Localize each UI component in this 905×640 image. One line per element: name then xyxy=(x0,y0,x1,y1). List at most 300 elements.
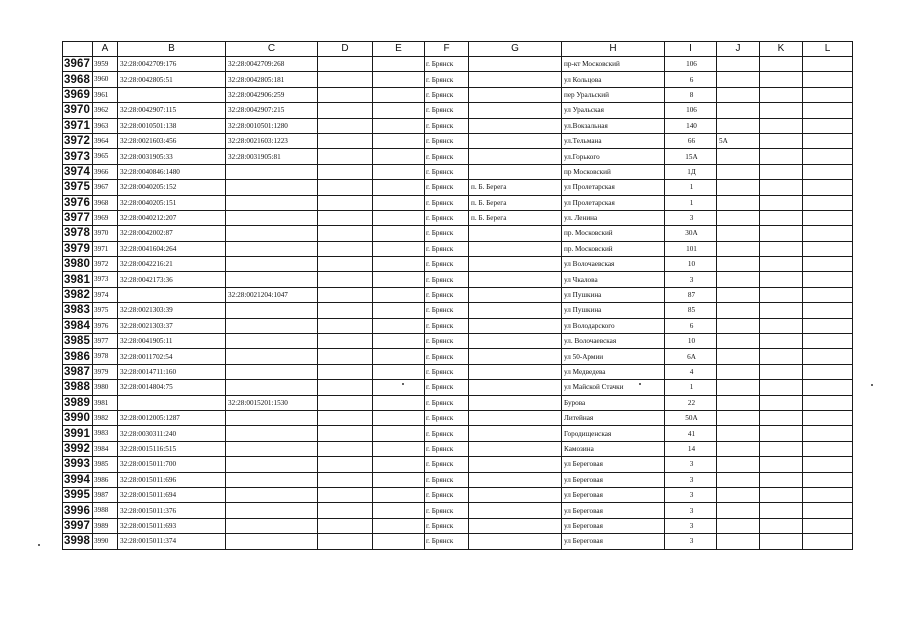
cell-k[interactable] xyxy=(760,149,803,164)
row-header[interactable]: 3968 xyxy=(63,72,93,87)
cell-g[interactable] xyxy=(469,287,562,302)
cell-b[interactable]: 32:28:0015116:515 xyxy=(118,441,226,456)
cell-h[interactable]: ул. Ленина xyxy=(562,210,665,225)
cell-g[interactable] xyxy=(469,226,562,241)
cell-f[interactable]: г. Брянск xyxy=(425,133,469,148)
cell-l[interactable] xyxy=(803,441,853,456)
cell-b[interactable]: 32:28:0031905:33 xyxy=(118,149,226,164)
cell-i[interactable]: 66 xyxy=(665,133,717,148)
row-header[interactable]: 3969 xyxy=(63,87,93,102)
cell-f[interactable]: г. Брянск xyxy=(425,118,469,133)
cell-a[interactable]: 3971 xyxy=(93,241,118,256)
cell-k[interactable] xyxy=(760,364,803,379)
cell-k[interactable] xyxy=(760,180,803,195)
cell-a[interactable]: 3963 xyxy=(93,118,118,133)
cell-b[interactable]: 32:28:0015011:374 xyxy=(118,534,226,549)
cell-a[interactable]: 3962 xyxy=(93,103,118,118)
cell-g[interactable] xyxy=(469,272,562,287)
cell-e[interactable] xyxy=(373,364,425,379)
cell-i[interactable]: 106 xyxy=(665,57,717,72)
cell-b[interactable]: 32:28:0011702:54 xyxy=(118,349,226,364)
cell-i[interactable]: 3 xyxy=(665,487,717,502)
cell-d[interactable] xyxy=(318,287,373,302)
cell-b[interactable]: 32:28:0012005:1287 xyxy=(118,410,226,425)
cell-j[interactable] xyxy=(717,103,760,118)
cell-h[interactable]: ул Береговая xyxy=(562,518,665,533)
cell-h[interactable]: ул.Горького xyxy=(562,149,665,164)
cell-e[interactable] xyxy=(373,195,425,210)
cell-h[interactable]: ул Медведева xyxy=(562,364,665,379)
cell-g[interactable] xyxy=(469,57,562,72)
cell-e[interactable] xyxy=(373,334,425,349)
cell-i[interactable]: 85 xyxy=(665,303,717,318)
cell-h[interactable]: ул Береговая xyxy=(562,503,665,518)
cell-c[interactable] xyxy=(226,472,318,487)
cell-d[interactable] xyxy=(318,457,373,472)
cell-i[interactable]: 6 xyxy=(665,318,717,333)
cell-i[interactable]: 15А xyxy=(665,149,717,164)
cell-j[interactable] xyxy=(717,241,760,256)
cell-e[interactable] xyxy=(373,133,425,148)
cell-i[interactable]: 6А xyxy=(665,349,717,364)
cell-c[interactable] xyxy=(226,257,318,272)
cell-a[interactable]: 3965 xyxy=(93,149,118,164)
cell-j[interactable] xyxy=(717,57,760,72)
row-header[interactable]: 3983 xyxy=(63,303,93,318)
cell-j[interactable] xyxy=(717,334,760,349)
cell-a[interactable]: 3964 xyxy=(93,133,118,148)
cell-h[interactable]: ул Майской Стачки xyxy=(562,380,665,395)
cell-g[interactable] xyxy=(469,257,562,272)
cell-i[interactable]: 10 xyxy=(665,334,717,349)
cell-l[interactable] xyxy=(803,72,853,87)
cell-j[interactable] xyxy=(717,195,760,210)
cell-d[interactable] xyxy=(318,272,373,287)
cell-e[interactable] xyxy=(373,487,425,502)
cell-j[interactable] xyxy=(717,364,760,379)
cell-i[interactable]: 4 xyxy=(665,364,717,379)
cell-d[interactable] xyxy=(318,164,373,179)
cell-f[interactable]: г. Брянск xyxy=(425,334,469,349)
cell-b[interactable]: 32:28:0015011:376 xyxy=(118,503,226,518)
cell-a[interactable]: 3972 xyxy=(93,257,118,272)
cell-d[interactable] xyxy=(318,426,373,441)
cell-f[interactable]: г. Брянск xyxy=(425,180,469,195)
cell-h[interactable]: пр. Московский xyxy=(562,241,665,256)
cell-c[interactable] xyxy=(226,210,318,225)
column-header-b[interactable]: B xyxy=(118,42,226,57)
cell-h[interactable]: Камозина xyxy=(562,441,665,456)
cell-j[interactable] xyxy=(717,318,760,333)
cell-b[interactable]: 32:28:0042907:115 xyxy=(118,103,226,118)
cell-f[interactable]: г. Брянск xyxy=(425,364,469,379)
cell-g[interactable] xyxy=(469,472,562,487)
cell-e[interactable] xyxy=(373,72,425,87)
cell-a[interactable]: 3970 xyxy=(93,226,118,241)
cell-c[interactable] xyxy=(226,334,318,349)
row-header[interactable]: 3971 xyxy=(63,118,93,133)
cell-e[interactable] xyxy=(373,395,425,410)
cell-h[interactable]: ул.Тельмана xyxy=(562,133,665,148)
cell-i[interactable]: 1 xyxy=(665,380,717,395)
cell-h[interactable]: ул Пушкина xyxy=(562,287,665,302)
cell-e[interactable] xyxy=(373,149,425,164)
cell-f[interactable]: г. Брянск xyxy=(425,257,469,272)
row-header[interactable]: 3972 xyxy=(63,133,93,148)
cell-g[interactable] xyxy=(469,164,562,179)
cell-l[interactable] xyxy=(803,303,853,318)
cell-f[interactable]: г. Брянск xyxy=(425,534,469,549)
cell-j[interactable]: 5А xyxy=(717,133,760,148)
cell-b[interactable]: 32:28:0040205:152 xyxy=(118,180,226,195)
cell-i[interactable]: 3 xyxy=(665,518,717,533)
cell-d[interactable] xyxy=(318,410,373,425)
cell-c[interactable]: 32:28:0042709:268 xyxy=(226,57,318,72)
cell-l[interactable] xyxy=(803,518,853,533)
cell-g[interactable] xyxy=(469,349,562,364)
cell-h[interactable]: ул Чкалова xyxy=(562,272,665,287)
cell-b[interactable]: 32:28:0021303:39 xyxy=(118,303,226,318)
cell-e[interactable] xyxy=(373,180,425,195)
cell-i[interactable]: 3 xyxy=(665,472,717,487)
cell-k[interactable] xyxy=(760,272,803,287)
cell-l[interactable] xyxy=(803,180,853,195)
cell-h[interactable]: ул. Волочаевская xyxy=(562,334,665,349)
cell-j[interactable] xyxy=(717,426,760,441)
cell-h[interactable]: ул Володарского xyxy=(562,318,665,333)
cell-d[interactable] xyxy=(318,257,373,272)
cell-l[interactable] xyxy=(803,426,853,441)
cell-j[interactable] xyxy=(717,226,760,241)
cell-c[interactable] xyxy=(226,180,318,195)
cell-f[interactable]: г. Брянск xyxy=(425,518,469,533)
cell-c[interactable] xyxy=(226,164,318,179)
cell-a[interactable]: 3984 xyxy=(93,441,118,456)
cell-b[interactable]: 32:28:0042173:36 xyxy=(118,272,226,287)
cell-i[interactable]: 6 xyxy=(665,72,717,87)
column-header-l[interactable]: L xyxy=(803,42,853,57)
cell-b[interactable]: 32:28:0042709:176 xyxy=(118,57,226,72)
cell-k[interactable] xyxy=(760,303,803,318)
row-header[interactable]: 3987 xyxy=(63,364,93,379)
cell-c[interactable] xyxy=(226,380,318,395)
cell-c[interactable]: 32:28:0042805:181 xyxy=(226,72,318,87)
cell-a[interactable]: 3966 xyxy=(93,164,118,179)
cell-k[interactable] xyxy=(760,164,803,179)
cell-d[interactable] xyxy=(318,118,373,133)
cell-e[interactable] xyxy=(373,318,425,333)
cell-j[interactable] xyxy=(717,349,760,364)
cell-i[interactable]: 8 xyxy=(665,87,717,102)
cell-c[interactable] xyxy=(226,518,318,533)
cell-g[interactable] xyxy=(469,103,562,118)
cell-f[interactable]: г. Брянск xyxy=(425,457,469,472)
cell-k[interactable] xyxy=(760,380,803,395)
cell-f[interactable]: г. Брянск xyxy=(425,195,469,210)
cell-e[interactable] xyxy=(373,272,425,287)
cell-k[interactable] xyxy=(760,87,803,102)
cell-b[interactable]: 32:28:0021303:37 xyxy=(118,318,226,333)
row-header[interactable]: 3988 xyxy=(63,380,93,395)
cell-k[interactable] xyxy=(760,133,803,148)
cell-h[interactable]: ул Береговая xyxy=(562,472,665,487)
cell-k[interactable] xyxy=(760,334,803,349)
cell-b[interactable]: 32:28:0040212:207 xyxy=(118,210,226,225)
cell-l[interactable] xyxy=(803,395,853,410)
cell-e[interactable] xyxy=(373,441,425,456)
cell-e[interactable] xyxy=(373,534,425,549)
cell-g[interactable]: п. Б. Берега xyxy=(469,180,562,195)
cell-k[interactable] xyxy=(760,534,803,549)
cell-f[interactable]: г. Брянск xyxy=(425,272,469,287)
row-header[interactable]: 3982 xyxy=(63,287,93,302)
cell-i[interactable]: 14 xyxy=(665,441,717,456)
cell-j[interactable] xyxy=(717,287,760,302)
cell-f[interactable]: г. Брянск xyxy=(425,210,469,225)
row-header[interactable]: 3989 xyxy=(63,395,93,410)
cell-k[interactable] xyxy=(760,287,803,302)
cell-l[interactable] xyxy=(803,226,853,241)
cell-f[interactable]: г. Брянск xyxy=(425,87,469,102)
cell-k[interactable] xyxy=(760,472,803,487)
cell-h[interactable]: ул Кольцова xyxy=(562,72,665,87)
cell-j[interactable] xyxy=(717,410,760,425)
cell-j[interactable] xyxy=(717,487,760,502)
cell-i[interactable]: 41 xyxy=(665,426,717,441)
cell-a[interactable]: 3983 xyxy=(93,426,118,441)
corner-cell[interactable] xyxy=(63,42,93,57)
cell-i[interactable]: 101 xyxy=(665,241,717,256)
column-header-c[interactable]: C xyxy=(226,42,318,57)
cell-i[interactable]: 30А xyxy=(665,226,717,241)
cell-e[interactable] xyxy=(373,518,425,533)
row-header[interactable]: 3978 xyxy=(63,226,93,241)
cell-e[interactable] xyxy=(373,349,425,364)
row-header[interactable]: 3998 xyxy=(63,534,93,549)
cell-h[interactable]: ул Уральская xyxy=(562,103,665,118)
cell-l[interactable] xyxy=(803,257,853,272)
row-header[interactable]: 3980 xyxy=(63,257,93,272)
cell-j[interactable] xyxy=(717,149,760,164)
cell-l[interactable] xyxy=(803,534,853,549)
cell-k[interactable] xyxy=(760,257,803,272)
row-header[interactable]: 3967 xyxy=(63,57,93,72)
cell-e[interactable] xyxy=(373,118,425,133)
row-header[interactable]: 3984 xyxy=(63,318,93,333)
cell-k[interactable] xyxy=(760,349,803,364)
cell-d[interactable] xyxy=(318,364,373,379)
row-header[interactable]: 3985 xyxy=(63,334,93,349)
column-header-g[interactable]: G xyxy=(469,42,562,57)
cell-h[interactable]: Бурова xyxy=(562,395,665,410)
cell-f[interactable]: г. Брянск xyxy=(425,318,469,333)
cell-i[interactable]: 50А xyxy=(665,410,717,425)
cell-g[interactable] xyxy=(469,318,562,333)
cell-g[interactable] xyxy=(469,149,562,164)
cell-d[interactable] xyxy=(318,334,373,349)
column-header-e[interactable]: E xyxy=(373,42,425,57)
cell-k[interactable] xyxy=(760,395,803,410)
cell-l[interactable] xyxy=(803,103,853,118)
cell-e[interactable] xyxy=(373,257,425,272)
cell-a[interactable]: 3967 xyxy=(93,180,118,195)
cell-c[interactable] xyxy=(226,195,318,210)
row-header[interactable]: 3991 xyxy=(63,426,93,441)
cell-f[interactable]: г. Брянск xyxy=(425,426,469,441)
cell-j[interactable] xyxy=(717,457,760,472)
cell-f[interactable]: г. Брянск xyxy=(425,303,469,318)
cell-f[interactable]: г. Брянск xyxy=(425,72,469,87)
cell-j[interactable] xyxy=(717,272,760,287)
cell-a[interactable]: 3979 xyxy=(93,364,118,379)
cell-j[interactable] xyxy=(717,518,760,533)
cell-e[interactable] xyxy=(373,57,425,72)
cell-j[interactable] xyxy=(717,164,760,179)
cell-f[interactable]: г. Брянск xyxy=(425,441,469,456)
row-header[interactable]: 3981 xyxy=(63,272,93,287)
cell-j[interactable] xyxy=(717,180,760,195)
row-header[interactable]: 3970 xyxy=(63,103,93,118)
cell-g[interactable] xyxy=(469,72,562,87)
cell-g[interactable]: п. Б. Берега xyxy=(469,210,562,225)
cell-i[interactable]: 1Д xyxy=(665,164,717,179)
cell-f[interactable]: г. Брянск xyxy=(425,164,469,179)
cell-j[interactable] xyxy=(717,72,760,87)
cell-g[interactable] xyxy=(469,118,562,133)
cell-b[interactable] xyxy=(118,395,226,410)
cell-d[interactable] xyxy=(318,149,373,164)
cell-b[interactable]: 32:28:0015011:694 xyxy=(118,487,226,502)
cell-h[interactable]: пер Уральский xyxy=(562,87,665,102)
cell-b[interactable]: 32:28:0040846:1480 xyxy=(118,164,226,179)
cell-j[interactable] xyxy=(717,472,760,487)
cell-f[interactable]: г. Брянск xyxy=(425,241,469,256)
cell-a[interactable]: 3989 xyxy=(93,518,118,533)
cell-g[interactable] xyxy=(469,457,562,472)
cell-d[interactable] xyxy=(318,395,373,410)
cell-f[interactable]: г. Брянск xyxy=(425,503,469,518)
cell-c[interactable] xyxy=(226,272,318,287)
cell-d[interactable] xyxy=(318,441,373,456)
row-header[interactable]: 3990 xyxy=(63,410,93,425)
cell-i[interactable]: 3 xyxy=(665,210,717,225)
cell-h[interactable]: пр-кт Московский xyxy=(562,57,665,72)
cell-g[interactable] xyxy=(469,534,562,549)
cell-k[interactable] xyxy=(760,518,803,533)
row-header[interactable]: 3993 xyxy=(63,457,93,472)
cell-k[interactable] xyxy=(760,210,803,225)
cell-a[interactable]: 3974 xyxy=(93,287,118,302)
cell-a[interactable]: 3975 xyxy=(93,303,118,318)
cell-l[interactable] xyxy=(803,364,853,379)
cell-b[interactable]: 32:28:0015011:693 xyxy=(118,518,226,533)
cell-j[interactable] xyxy=(717,503,760,518)
cell-i[interactable]: 3 xyxy=(665,503,717,518)
cell-k[interactable] xyxy=(760,241,803,256)
cell-d[interactable] xyxy=(318,241,373,256)
cell-l[interactable] xyxy=(803,149,853,164)
cell-k[interactable] xyxy=(760,195,803,210)
column-header-d[interactable]: D xyxy=(318,42,373,57)
cell-h[interactable]: пр. Московский xyxy=(562,226,665,241)
cell-a[interactable]: 3960 xyxy=(93,72,118,87)
cell-b[interactable]: 32:28:0021603:456 xyxy=(118,133,226,148)
cell-l[interactable] xyxy=(803,487,853,502)
cell-g[interactable] xyxy=(469,426,562,441)
cell-k[interactable] xyxy=(760,410,803,425)
cell-g[interactable] xyxy=(469,487,562,502)
cell-f[interactable]: г. Брянск xyxy=(425,287,469,302)
cell-i[interactable]: 87 xyxy=(665,287,717,302)
row-header[interactable]: 3976 xyxy=(63,195,93,210)
row-header[interactable]: 3974 xyxy=(63,164,93,179)
cell-c[interactable] xyxy=(226,457,318,472)
cell-c[interactable]: 32:28:0031905:81 xyxy=(226,149,318,164)
row-header[interactable]: 3977 xyxy=(63,210,93,225)
cell-c[interactable] xyxy=(226,226,318,241)
cell-i[interactable]: 3 xyxy=(665,272,717,287)
cell-c[interactable]: 32:28:0042906:259 xyxy=(226,87,318,102)
cell-c[interactable] xyxy=(226,503,318,518)
cell-d[interactable] xyxy=(318,534,373,549)
cell-d[interactable] xyxy=(318,226,373,241)
cell-i[interactable]: 1 xyxy=(665,180,717,195)
cell-b[interactable]: 32:28:0010501:138 xyxy=(118,118,226,133)
cell-l[interactable] xyxy=(803,349,853,364)
cell-l[interactable] xyxy=(803,57,853,72)
cell-c[interactable] xyxy=(226,318,318,333)
cell-h[interactable]: ул Пролетарская xyxy=(562,180,665,195)
cell-l[interactable] xyxy=(803,272,853,287)
cell-k[interactable] xyxy=(760,441,803,456)
cell-a[interactable]: 3969 xyxy=(93,210,118,225)
cell-c[interactable] xyxy=(226,410,318,425)
cell-h[interactable]: ул Волочаевская xyxy=(562,257,665,272)
row-header[interactable]: 3975 xyxy=(63,180,93,195)
row-header[interactable]: 3992 xyxy=(63,441,93,456)
cell-g[interactable] xyxy=(469,441,562,456)
column-header-k[interactable]: K xyxy=(760,42,803,57)
cell-j[interactable] xyxy=(717,257,760,272)
cell-h[interactable]: пр Московский xyxy=(562,164,665,179)
cell-d[interactable] xyxy=(318,57,373,72)
cell-a[interactable]: 3968 xyxy=(93,195,118,210)
cell-k[interactable] xyxy=(760,487,803,502)
cell-c[interactable] xyxy=(226,349,318,364)
cell-g[interactable] xyxy=(469,334,562,349)
cell-f[interactable]: г. Брянск xyxy=(425,487,469,502)
cell-g[interactable] xyxy=(469,87,562,102)
cell-k[interactable] xyxy=(760,118,803,133)
cell-a[interactable]: 3977 xyxy=(93,334,118,349)
cell-e[interactable] xyxy=(373,87,425,102)
cell-d[interactable] xyxy=(318,87,373,102)
cell-e[interactable] xyxy=(373,287,425,302)
cell-d[interactable] xyxy=(318,72,373,87)
cell-d[interactable] xyxy=(318,180,373,195)
cell-c[interactable] xyxy=(226,487,318,502)
cell-h[interactable]: ул.Вокзальная xyxy=(562,118,665,133)
cell-i[interactable]: 140 xyxy=(665,118,717,133)
cell-a[interactable]: 3986 xyxy=(93,472,118,487)
cell-g[interactable] xyxy=(469,241,562,256)
cell-h[interactable]: Городищенская xyxy=(562,426,665,441)
cell-b[interactable]: 32:28:0041905:11 xyxy=(118,334,226,349)
cell-e[interactable] xyxy=(373,380,425,395)
cell-i[interactable]: 106 xyxy=(665,103,717,118)
cell-i[interactable]: 1 xyxy=(665,195,717,210)
cell-h[interactable]: ул 50-Армии xyxy=(562,349,665,364)
